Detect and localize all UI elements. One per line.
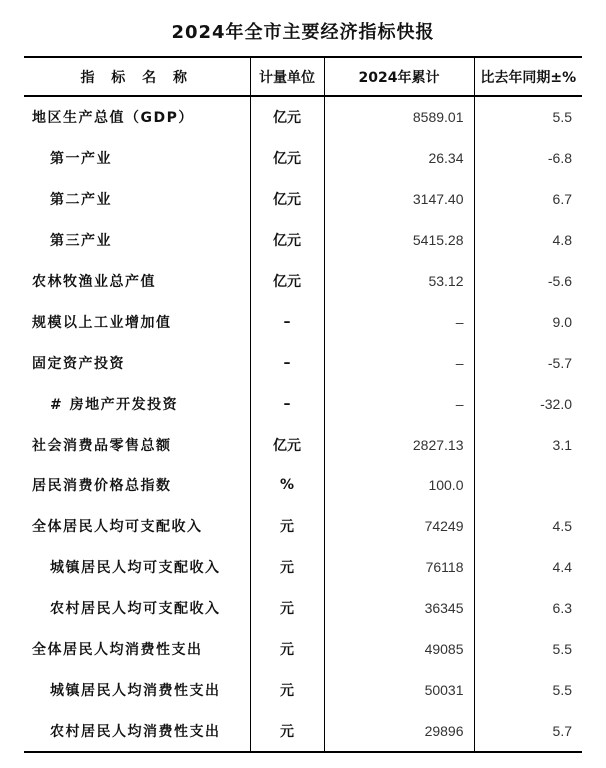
unit-cell: 元 [250,547,324,588]
yoy-change-cell: 6.3 [474,588,582,629]
cumulative-value-cell: – [324,301,474,342]
cumulative-value-cell: 2827.13 [324,424,474,465]
cumulative-value-cell: 26.34 [324,138,474,179]
table-row [24,261,582,302]
unit-cell: 亿元 [250,179,324,220]
indicator-name-cell: 全体居民人均可支配收入 [32,519,203,536]
table-row [24,301,582,342]
indicator-name-cell: 第二产业 [50,192,112,209]
table-row [24,629,582,670]
table-row [24,506,582,547]
unit-cell: 亿元 [250,138,324,179]
unit-cell: 元 [250,629,324,670]
yoy-change-cell: 4.4 [474,547,582,588]
table-row [24,710,582,752]
page-title: 2024年全市主要经济指标快报 [171,22,435,43]
yoy-change-cell: 5.5 [474,669,582,710]
table-row [24,96,582,138]
unit-cell: 元 [250,669,324,710]
unit-cell: 元 [250,710,324,752]
table-row [24,588,582,629]
header-row [24,57,582,96]
unit-cell: 亿元 [250,96,324,138]
indicator-name-cell: 农林牧渔业总产值 [32,274,156,290]
table-row [24,465,582,506]
table-header [24,57,582,96]
unit-cell: % [250,465,324,506]
yoy-change-cell: -5.7 [474,342,582,383]
indicator-name-cell: 城镇居民人均可支配收入 [50,560,221,577]
indicator-name-cell: 居民消费价格总指数 [32,478,172,495]
unit-cell: – [250,383,324,424]
yoy-change-cell: -5.6 [474,261,582,302]
table-row [24,179,582,220]
cumulative-value-cell: 50031 [324,669,474,710]
cumulative-value-cell: 5415.28 [324,220,474,261]
header-unit: 计量单位 [250,57,324,96]
table-row [24,138,582,179]
yoy-change-cell: 5.5 [474,629,582,670]
cumulative-value-cell: 29896 [324,710,474,752]
table-row [24,220,582,261]
unit-cell: – [250,301,324,342]
indicator-name-cell: 固定资产投资 [32,355,125,372]
yoy-change-cell: 5.5 [474,96,582,138]
header-cumulative: 2024年累计 [324,57,474,96]
yoy-change-cell: 4.5 [474,506,582,547]
table-row [24,669,582,710]
cumulative-value-cell: 49085 [324,629,474,670]
header-yoy-change: 比去年同期±% [474,57,582,96]
indicator-name-cell: 地区生产总值（GDP） [32,110,194,127]
yoy-change-cell: -32.0 [474,383,582,424]
table-row [24,383,582,424]
header-indicator-name: 指 标 名 称 [24,57,250,96]
indicator-name-cell: 农村居民人均可支配收入 [50,601,221,618]
indicator-name-cell: 城镇居民人均消费性支出 [50,682,221,699]
unit-cell: 亿元 [250,424,324,465]
cumulative-value-cell: – [324,342,474,383]
yoy-change-cell: 4.8 [474,220,582,261]
indicator-name-cell: 农村居民人均消费性支出 [24,710,250,752]
cumulative-value-cell: – [324,383,474,424]
cumulative-value-cell: 3147.40 [324,179,474,220]
cumulative-value-cell: 53.12 [324,261,474,302]
table-row [24,342,582,383]
unit-cell: – [250,342,324,383]
yoy-change-cell: 9.0 [474,301,582,342]
indicators-table [24,56,582,753]
table-body [24,96,582,752]
indicator-name-cell: 全体居民人均消费性支出 [32,642,203,659]
yoy-change-cell: 5.7 [474,710,582,752]
unit-cell: 元 [250,506,324,547]
cumulative-value-cell: 76118 [324,547,474,588]
yoy-change-cell: 6.7 [474,179,582,220]
cumulative-value-cell: 74249 [324,506,474,547]
cumulative-value-cell: 8589.01 [324,96,474,138]
table-row [24,424,582,465]
yoy-change-cell: 3.1 [474,424,582,465]
indicator-name-cell: 社会消费品零售总额 [32,437,172,454]
indicator-name-cell: # 房地产开发投资 [50,396,179,413]
cumulative-value-cell: 36345 [324,588,474,629]
indicator-name-cell: 规模以上工业增加值 [32,314,172,331]
unit-cell: 元 [250,588,324,629]
yoy-change-cell [474,465,582,506]
table-row [24,547,582,588]
yoy-change-cell: -6.8 [474,138,582,179]
indicator-name-cell: 第三产业 [50,233,112,250]
unit-cell: 亿元 [250,220,324,261]
unit-cell: 亿元 [250,261,324,302]
indicator-name-cell: 第一产业 [50,151,112,168]
cumulative-value-cell: 100.0 [324,465,474,506]
